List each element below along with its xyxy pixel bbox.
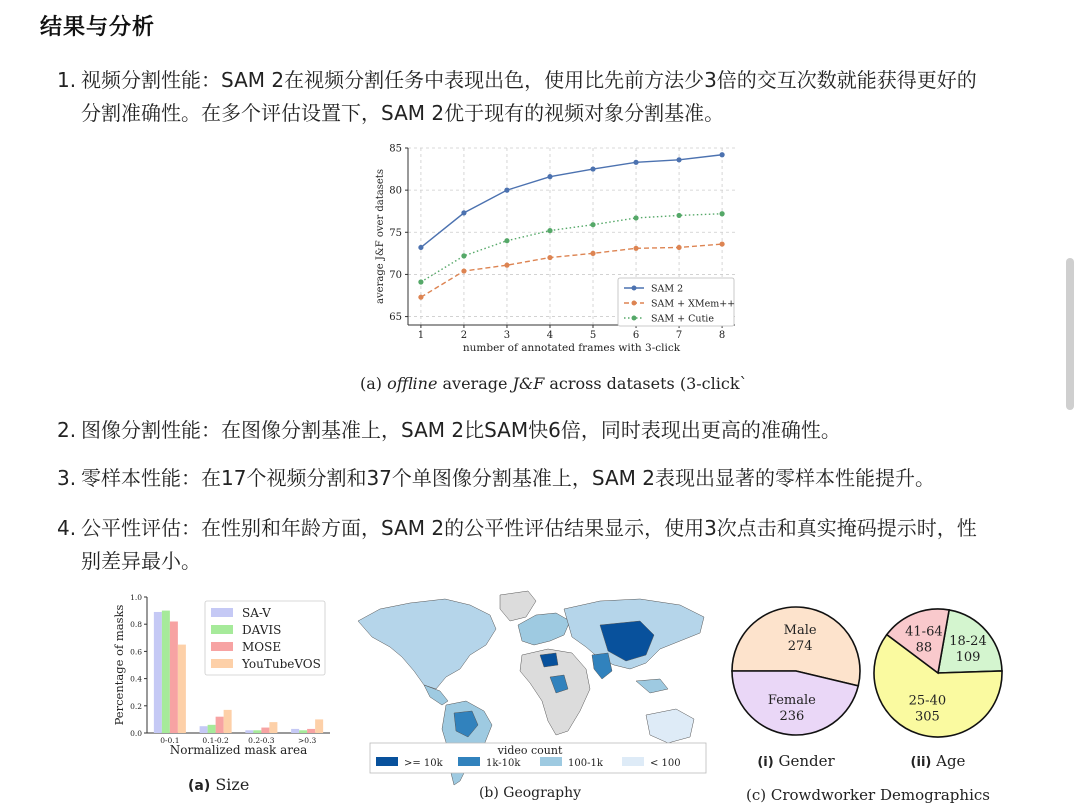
pie-slice-label: 18-24 xyxy=(949,634,987,650)
y-tick-label: 80 xyxy=(389,185,402,197)
data-point xyxy=(590,222,595,227)
x-tick-label: 0.1-0.2 xyxy=(202,736,229,745)
pie-slice-label: Male xyxy=(783,623,817,639)
pie-slice-value: 88 xyxy=(915,640,933,656)
bar xyxy=(162,611,170,733)
y-tick-label: 70 xyxy=(389,269,402,281)
y-axis-label: average J&F over datasets xyxy=(375,169,386,304)
bottom-figures xyxy=(0,585,1080,806)
map-legend-swatch xyxy=(622,757,644,766)
map-legend-title: video count xyxy=(497,744,563,757)
caption-middle: average xyxy=(437,374,513,393)
item-text-line1: 视频分割性能：SAM 2在视频分割任务中表现出色，使用比先前方法少3倍的交互次数就能获得更好的 xyxy=(81,68,977,92)
age-caption-label: (ii) xyxy=(910,755,932,770)
item-zero-shot xyxy=(57,462,935,495)
size-caption-label: (a) xyxy=(188,778,211,794)
data-point xyxy=(461,210,466,215)
gender-caption-label: (i) xyxy=(757,755,774,770)
size-caption-text: Size xyxy=(210,775,250,794)
y-tick-label: 0.8 xyxy=(130,620,142,630)
bar xyxy=(170,621,178,733)
y-tick-label: 0.6 xyxy=(130,647,142,657)
data-point xyxy=(676,157,681,162)
map-legend-label: 1k-10k xyxy=(486,758,521,769)
pie-slice-value: 236 xyxy=(779,708,805,724)
item-text-line1: 公平性评估：在性别和年龄方面，SAM 2的公平性评估结果显示，使用3次点击和真实掩码提示时，性 xyxy=(81,516,977,540)
data-point xyxy=(418,245,423,250)
data-point xyxy=(676,245,681,250)
x-axis-label: Normalized mask area xyxy=(169,743,308,757)
y-tick-label: 75 xyxy=(389,227,402,239)
line-chart xyxy=(370,140,750,365)
x-tick-label: >0.3 xyxy=(298,736,317,745)
item-text-line1: 零样本性能：在17个视频分割和37个单图像分割基准上，SAM 2表现出显著的零样本性能提升。 xyxy=(81,466,935,490)
map-legend-swatch xyxy=(458,757,480,766)
bar xyxy=(208,725,216,733)
legend-swatch xyxy=(211,642,233,651)
pie-slice-label: Female xyxy=(767,692,816,708)
map-legend-label: >= 10k xyxy=(404,758,443,769)
legend-label: MOSE xyxy=(242,640,282,654)
y-tick-label: 1.0 xyxy=(130,593,142,602)
data-point xyxy=(547,255,552,260)
x-tick-label: 7 xyxy=(675,330,683,341)
data-point xyxy=(590,251,595,256)
y-tick-label: 65 xyxy=(389,312,402,324)
data-point xyxy=(719,152,724,157)
map-legend-swatch xyxy=(540,757,562,766)
bar xyxy=(216,717,224,733)
map-legend-label: 100-1k xyxy=(568,758,603,769)
legend-marker xyxy=(632,316,637,321)
item-number: 4. xyxy=(57,516,77,540)
bar xyxy=(291,729,299,733)
gender-caption xyxy=(757,752,835,770)
age-caption-text: Age xyxy=(931,752,966,770)
bar xyxy=(253,730,261,733)
y-tick-label: 0.2 xyxy=(130,701,142,711)
legend-marker xyxy=(632,301,637,306)
x-tick-label: 2 xyxy=(460,330,468,341)
series-line xyxy=(421,155,722,248)
page-scrollbar[interactable] xyxy=(1066,258,1074,410)
caption-offline: offline xyxy=(387,374,438,393)
caption-prefix: (a) xyxy=(360,374,388,393)
data-point xyxy=(719,241,724,246)
legend-marker xyxy=(632,286,637,291)
x-tick-label: 5 xyxy=(589,330,597,341)
demographics-caption: (c) Crowdworker Demographics xyxy=(746,786,990,804)
data-point xyxy=(590,166,595,171)
y-tick-label: 0.0 xyxy=(130,729,142,738)
legend-label: YouTubeVOS xyxy=(242,657,321,671)
demographics-pies xyxy=(728,585,1018,806)
geo-caption: (b) Geography xyxy=(478,785,582,801)
data-point xyxy=(504,188,509,193)
gender-caption-text: Gender xyxy=(773,752,835,770)
size-caption xyxy=(188,775,249,794)
x-tick-label: 4 xyxy=(546,330,554,341)
bar xyxy=(154,612,162,733)
legend-label: SAM + XMem++ xyxy=(651,298,736,310)
age-caption xyxy=(911,752,966,770)
pie-slice-label: 41-64 xyxy=(905,624,943,640)
bar xyxy=(245,730,253,733)
pie-slice-value: 274 xyxy=(787,639,813,655)
data-point xyxy=(547,174,552,179)
x-tick-label: 1 xyxy=(417,330,425,341)
data-point xyxy=(504,238,509,243)
item-text-line1: 图像分割性能：在图像分割基准上，SAM 2比SAM快6倍，同时表现出更高的准确性。 xyxy=(81,418,841,442)
y-axis-label: Percentage of masks xyxy=(112,604,126,726)
map-legend-label: < 100 xyxy=(650,758,681,769)
bar xyxy=(315,719,323,733)
bar xyxy=(178,645,186,733)
y-tick-label: 85 xyxy=(389,143,402,155)
item-number: 1. xyxy=(57,68,77,92)
world-map xyxy=(350,585,712,806)
data-point xyxy=(633,160,638,165)
item-number: 3. xyxy=(57,466,77,490)
legend-label: SA-V xyxy=(242,606,271,620)
data-point xyxy=(633,246,638,251)
x-tick-label: 0.2-0.3 xyxy=(248,736,275,745)
item-video-segmentation xyxy=(57,64,1042,130)
legend-swatch xyxy=(211,608,233,617)
item-text-line2: 分割准确性。在多个评估设置下，SAM 2优于现有的视频对象分割基准。 xyxy=(81,101,725,125)
bar xyxy=(261,728,269,733)
legend-swatch xyxy=(211,625,233,634)
data-point xyxy=(547,228,552,233)
data-point xyxy=(719,211,724,216)
pie-slice-value: 305 xyxy=(914,709,940,725)
data-point xyxy=(633,215,638,220)
y-tick-label: 0.4 xyxy=(130,674,142,684)
data-point xyxy=(504,263,509,268)
pie-slice-label: 25-40 xyxy=(908,693,947,709)
bar xyxy=(269,722,277,733)
bar xyxy=(200,726,208,733)
x-axis-label: number of annotated frames with 3-click xyxy=(462,342,681,354)
caption-jf: J&F xyxy=(512,374,545,393)
bar xyxy=(299,730,307,733)
section-title: 结果与分析 xyxy=(40,15,156,40)
x-tick-label: 8 xyxy=(718,330,726,341)
bar xyxy=(224,710,232,733)
item-number: 2. xyxy=(57,418,77,442)
data-point xyxy=(418,295,423,300)
pie-slice-value: 109 xyxy=(955,650,981,666)
map-legend-swatch xyxy=(376,757,398,766)
item-fairness xyxy=(57,512,1042,578)
item-image-segmentation xyxy=(57,414,841,447)
data-point xyxy=(461,253,466,258)
x-tick-label: 0-0.1 xyxy=(160,736,180,745)
data-point xyxy=(418,279,423,284)
legend-swatch xyxy=(211,659,233,668)
caption-suffix: across datasets (3-click` xyxy=(544,374,748,393)
item-text-line2: 别差异最小。 xyxy=(81,549,201,573)
legend-label: SAM + Cutie xyxy=(651,313,714,325)
figure-a-caption xyxy=(360,374,748,393)
legend-label: DAVIS xyxy=(242,623,282,637)
legend-label: SAM 2 xyxy=(651,283,684,295)
data-point xyxy=(676,213,681,218)
data-point xyxy=(461,268,466,273)
bar xyxy=(307,729,315,733)
x-tick-label: 6 xyxy=(632,330,640,341)
x-tick-label: 3 xyxy=(503,330,511,341)
